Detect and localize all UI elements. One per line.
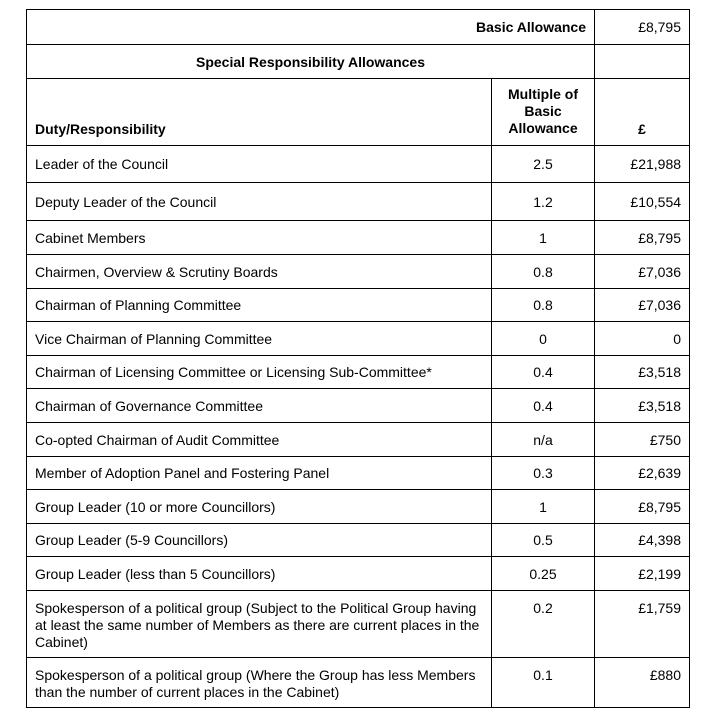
section-title: Special Responsibility Allowances [27, 45, 595, 79]
amount-cell: £4,398 [595, 524, 690, 557]
duty-cell: Spokesperson of a political group (Where the Group has less Members than the number of current places in the Cabinet) [27, 658, 492, 708]
column-header-duty: Duty/Responsibility [27, 79, 492, 146]
duty-cell: Chairman of Licensing Committee or Licensing Sub-Committee* [27, 356, 492, 389]
duty-cell: Group Leader (less than 5 Councillors) [27, 557, 492, 591]
table-row [27, 423, 690, 457]
multiple-cell: 0 [492, 322, 595, 356]
table-row [27, 658, 690, 708]
amount-cell: £2,639 [595, 457, 690, 490]
multiple-cell: 1.2 [492, 183, 595, 221]
amount-cell: £1,759 [595, 591, 690, 658]
table-row [27, 183, 690, 221]
duty-cell: Chairman of Planning Committee [27, 289, 492, 322]
duty-cell: Group Leader (5-9 Councillors) [27, 524, 492, 557]
basic-allowance-row [27, 10, 690, 45]
amount-cell: £10,554 [595, 183, 690, 221]
amount-cell: 0 [595, 322, 690, 356]
empty-cell [595, 45, 690, 79]
amount-cell: £3,518 [595, 389, 690, 423]
duty-cell: Vice Chairman of Planning Committee [27, 322, 492, 356]
duty-cell: Deputy Leader of the Council [27, 183, 492, 221]
amount-cell: £7,036 [595, 289, 690, 322]
amount-cell: £21,988 [595, 146, 690, 183]
column-header-amount: £ [595, 79, 690, 146]
table-row [27, 490, 690, 524]
table-row [27, 289, 690, 322]
multiple-cell: 2.5 [492, 146, 595, 183]
section-title-row [27, 45, 690, 79]
duty-cell: Chairmen, Overview & Scrutiny Boards [27, 255, 492, 289]
duty-cell: Leader of the Council [27, 146, 492, 183]
amount-cell: £3,518 [595, 356, 690, 389]
basic-allowance-amount: £8,795 [595, 10, 690, 45]
duty-cell: Member of Adoption Panel and Fostering Panel [27, 457, 492, 490]
amount-cell: £880 [595, 658, 690, 708]
amount-cell: £8,795 [595, 490, 690, 524]
multiple-cell: 0.2 [492, 591, 595, 658]
allowance-rows [27, 146, 690, 708]
multiple-cell: 0.8 [492, 289, 595, 322]
basic-allowance-label: Basic Allowance [27, 10, 595, 45]
amount-cell: £2,199 [595, 557, 690, 591]
duty-cell: Group Leader (10 or more Councillors) [27, 490, 492, 524]
amount-cell: £750 [595, 423, 690, 457]
table-row [27, 389, 690, 423]
duty-cell: Chairman of Governance Committee [27, 389, 492, 423]
multiple-cell: 0.5 [492, 524, 595, 557]
amount-cell: £8,795 [595, 221, 690, 255]
multiple-cell: 0.4 [492, 356, 595, 389]
table-row [27, 255, 690, 289]
table-row [27, 557, 690, 591]
table-row [27, 591, 690, 658]
table-row [27, 457, 690, 490]
multiple-cell: 1 [492, 490, 595, 524]
multiple-cell: 1 [492, 221, 595, 255]
multiple-cell: n/a [492, 423, 595, 457]
table-row [27, 146, 690, 183]
amount-cell: £7,036 [595, 255, 690, 289]
multiple-cell: 0.1 [492, 658, 595, 708]
duty-cell: Cabinet Members [27, 221, 492, 255]
multiple-cell: 0.4 [492, 389, 595, 423]
allowances-table [26, 9, 690, 708]
table-row [27, 356, 690, 389]
table-row [27, 221, 690, 255]
duty-cell: Spokesperson of a political group (Subject to the Political Group having at least the same number of Members as there are current places in the Cabinet) [27, 591, 492, 658]
table-row [27, 322, 690, 356]
duty-cell: Co-opted Chairman of Audit Committee [27, 423, 492, 457]
table-row [27, 524, 690, 557]
multiple-cell: 0.3 [492, 457, 595, 490]
column-header-row [27, 79, 690, 146]
multiple-cell: 0.8 [492, 255, 595, 289]
column-header-multiple: Multiple of Basic Allowance [492, 79, 595, 146]
multiple-cell: 0.25 [492, 557, 595, 591]
